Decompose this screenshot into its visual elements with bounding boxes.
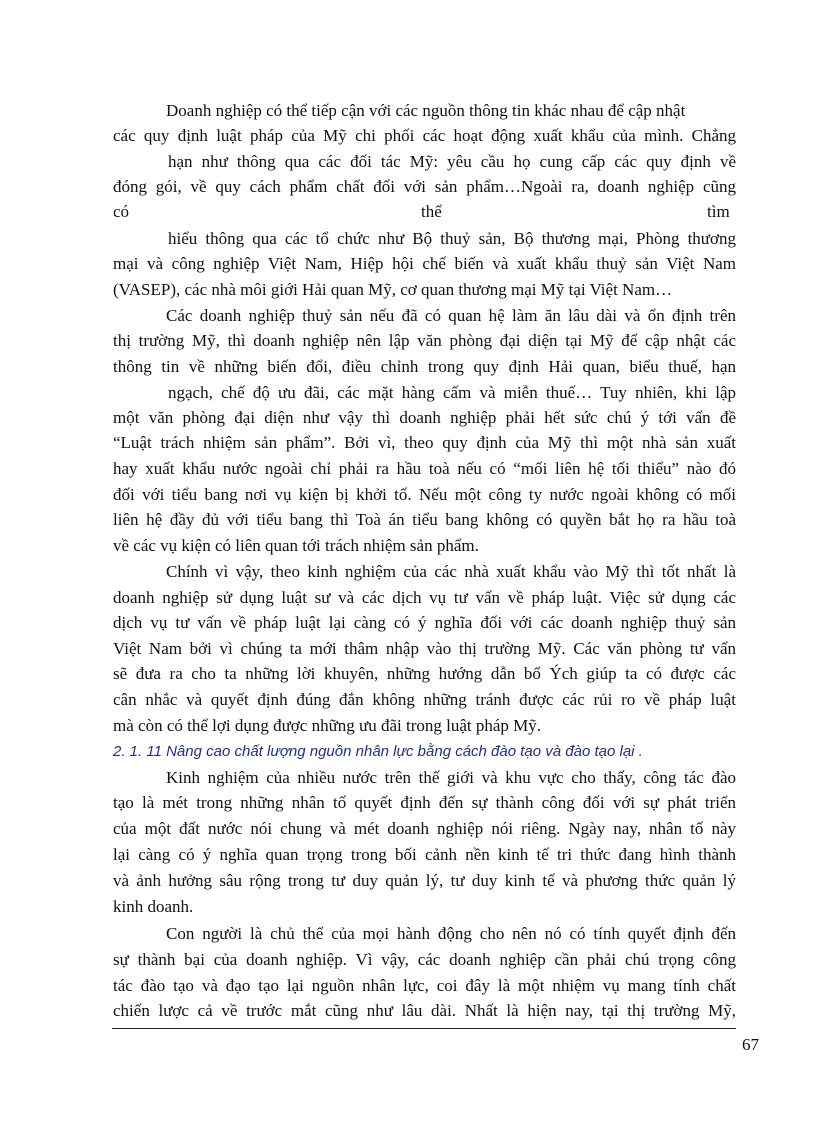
text-line: ngạch, chế độ ưu đãi, các mặt hàng cấm và miễn thuế… Tuy nhiên, khi lập xyxy=(168,383,736,402)
text-line: liên hệ đầy đủ với tiểu bang thì Toà án tiểu bang không có quyền bắt họ ra hầu toà xyxy=(113,510,736,529)
text-line: tác đào tạo và đạo tạo lại nguồn nhân lực, coi đây là một nhiệm vụ mang tính chất xyxy=(113,976,736,995)
text-line: thể xyxy=(421,202,442,221)
text-line: tạo là mét trong những nhân tố quyết định đến sự thành công đối với sự phát triển xyxy=(113,793,736,812)
text-line: đóng gói, về quy cách phẩm chất đối với sản phẩm…Ngoài ra, doanh nghiệp cũng xyxy=(113,177,736,196)
text-line: chiến lược cả về trước mắt cũng như lâu dài. Nhất là hiện nay, tại thị trường Mỹ, xyxy=(113,1001,736,1020)
text-line: các quy định luật pháp của Mỹ chi phối các hoạt động xuất khẩu của mình. Chẳng xyxy=(113,126,736,145)
text-line: về các vụ kiện có liên quan tới trách nhiệm sản phẩm. xyxy=(113,536,479,555)
text-line: doanh nghiệp sử dụng luật sư và các dịch vụ tư vấn về pháp luật. Việc sử dụng các xyxy=(113,588,736,607)
text-line: một văn phòng đại diện như vậy thì doanh nghiệp phải hết sức chú ý tới vấn đề xyxy=(113,408,736,427)
text-line: dịch vụ tư vấn về pháp luật lại càng có ý nghĩa đối với các doanh nghiệp thuỷ sản xyxy=(113,613,736,632)
text-line: Việt Nam bởi vì chúng ta mới thâm nhập vào thị trường Mỹ. Các văn phòng tư vấn xyxy=(113,639,736,658)
text-line: tìm xyxy=(707,202,730,221)
text-line: (VASEP), các nhà môi giới Hải quan Mỹ, cơ quan thương mại Mỹ tại Việt Nam… xyxy=(113,280,673,299)
text-line: Chính vì vậy, theo kinh nghiệm của các nhà xuất khẩu vào Mỹ thì tốt nhất là xyxy=(166,562,736,581)
page-number: 67 xyxy=(742,1035,759,1054)
text-line: cân nhắc và quyết định đúng đắn không những tránh được các rủi ro về pháp luật xyxy=(113,690,736,709)
text-line: sự thành bại của doanh nghiệp. Vì vậy, các doanh nghiệp cần phải chú trọng công xyxy=(113,950,736,969)
text-line: có xyxy=(113,202,130,221)
text-line: lại càng có ý nghĩa quan trọng trong bối cảnh nền kinh tế tri thức đang hình thành xyxy=(113,845,736,864)
text-line: Các doanh nghiệp thuỷ sản nếu đã có quan hệ làm ăn lâu dài và ổn định trên xyxy=(166,306,736,325)
section-heading: 2. 1. 11 Nâng cao chất lượng nguồn nhân lực bằng cách đào tạo và đào tạo lại . xyxy=(113,743,643,760)
text-line: thị trường Mỹ, thì doanh nghiệp nên lập văn phòng đại diện tại Mỹ để cập nhật các xyxy=(113,331,736,350)
text-line: hiểu thông qua các tổ chức như Bộ thuỷ sản, Bộ thương mại, Phòng thương xyxy=(168,229,736,248)
text-line: kinh doanh. xyxy=(113,897,194,916)
text-line: mại và công nghiệp Việt Nam, Hiệp hội chế biến và xuất khẩu thuỷ sản Việt Nam xyxy=(113,254,736,273)
text-line: “Luật trách nhiệm sản phẩm”. Bởi vì, theo quy định của Mỹ thì một nhà sản xuất xyxy=(113,433,736,452)
text-line: hạn như thông qua các đối tác Mỹ: yêu cầu họ cung cấp các quy định về xyxy=(168,152,736,171)
text-line: đối với tiểu bang nơi vụ kiện bị khởi tố. Nếu một công ty nước ngoài không có mối xyxy=(113,485,736,504)
text-line: Doanh nghiệp có thể tiếp cận với các nguồn thông tin khác nhau để cập nhật xyxy=(166,101,686,120)
footer-rule xyxy=(112,1028,736,1029)
text-line: Kinh nghiệm của nhiều nước trên thế giới và khu vực cho thấy, công tác đào xyxy=(166,768,736,787)
text-line: thông tin về những biến đổi, điều chỉnh trong quy định Hải quan, biểu thuế, hạn xyxy=(113,357,736,376)
text-line: sẽ đưa ra cho ta những lời khuyên, những hướng dẫn bổ Ých giúp ta có được các xyxy=(113,664,736,683)
text-line: mà còn có thể lợi dụng được những ưu đãi trong luật pháp Mỹ. xyxy=(113,716,542,735)
text-line: hay xuất khẩu nước ngoài chỉ phải ra hầu toà nếu có “mối liên hệ tối thiểu” nào đó xyxy=(113,459,736,478)
text-line: và ảnh hưởng sâu rộng trong tư duy quản lý, tư duy kinh tế và phương thức quản lý xyxy=(113,871,736,890)
text-line: của một đất nước nói chung và mét doanh nghiệp nói riêng. Ngày nay, nhân tố này xyxy=(113,819,736,838)
text-line: Con người là chủ thể của mọi hành động cho nên nó có tính quyết định đến xyxy=(166,924,736,943)
